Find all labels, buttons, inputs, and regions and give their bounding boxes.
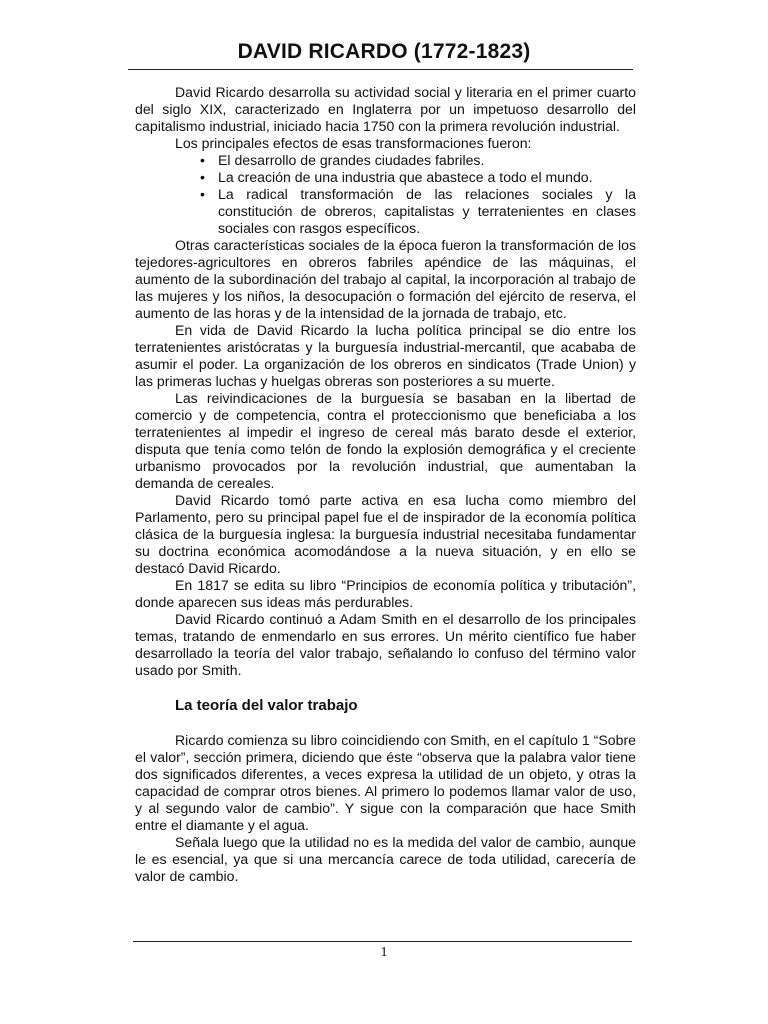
bullet-item: [135, 186, 636, 237]
paragraph: Las reivindicaciones de la burguesía se basaban en la libertad de comercio y de competencia, contra el proteccionismo que beneficiaba a los terratenientes al impedir el ingreso de cereal más barato desde el exterior, disputa que tenía como telón de fondo la explosión demográfica y el creciente urbanismo provocados por la revolución industrial, que aumentaban la demanda de cereales.: [135, 390, 636, 491]
bullet-icon: •: [200, 152, 205, 168]
bullet-text: La radical transformación de las relaciones sociales y la constitución de obreros, capitalistas y terratenientes en clases sociales con rasgos específicos.: [218, 186, 636, 236]
paragraph: En 1817 se edita su libro “Principios de economía política y tributación”, donde aparecen sus ideas más perdurables.: [135, 577, 636, 610]
section-heading: La teoría del valor trabajo: [175, 697, 358, 714]
bullet-item: [135, 169, 636, 186]
paragraph: Los principales efectos de esas transformaciones fueron:: [175, 135, 532, 151]
bullet-text: La creación de una industria que abastece a todo el mundo.: [218, 169, 593, 185]
footer-rule: [133, 941, 632, 942]
bullet-item: [135, 152, 636, 169]
paragraph: Señala luego que la utilidad no es la medida del valor de cambio, aunque le es esencial, ya que si una mercancía carece de toda utilidad, carecería de valor de cambio.: [135, 834, 636, 884]
paragraph: Otras características sociales de la época fueron la transformación de los tejedores-agricultores en obreros fabriles apéndice de las máquinas, el aumento de la subordinación del trabajo al capital, la incorporación al trabajo de las mujeres y los niños, la desocupación o formación del ejército de reserva, el aumento de las horas y de la intensidad de la jornada de trabajo, etc.: [135, 237, 636, 321]
paragraph: David Ricardo tomó parte activa en esa lucha como miembro del Parlamento, pero su principal papel fue el de inspirador de la economía política clásica de la burguesía inglesa: la burguesía industrial necesitaba fundamentar su doctrina económica acomodándose a la nueva situación, y en ello se destacó David Ricardo.: [135, 492, 636, 576]
paragraph: Ricardo comienza su libro coincidiendo con Smith, en el capítulo 1 “Sobre el valor”, sección primera, diciendo que éste “observa que la palabra valor tiene dos significados diferentes, a veces expresa la utilidad de un objeto, y otras la capacidad de comprar otros bienes. Al primero lo podemos llamar valor de uso, y al segundo valor de cambio”. Y sigue con la comparación que hace Smith entre el diamante y el agua.: [135, 732, 636, 833]
paragraph: David Ricardo continuó a Adam Smith en el desarrollo de los principales temas, tratando de enmendarlo en sus errores. Un mérito científico fue haber desarrollado la teoría del valor trabajo, señalando lo confuso del término valor usado por Smith.: [135, 611, 636, 678]
bullet-text: El desarrollo de grandes ciudades fabriles.: [218, 152, 485, 168]
page-number: 1: [380, 945, 388, 960]
bullet-list: [135, 152, 636, 237]
paragraph: En vida de David Ricardo la lucha política principal se dio entre los terratenientes aristócratas y la burguesía industrial-mercantil, que acababa de asumir el poder. La organización de los obreros en sindicatos (Trade Union) y las primeras luchas y huelgas obreras son posteriores a su muerte.: [135, 322, 636, 389]
bullet-icon: •: [200, 169, 205, 185]
title-rule: [128, 69, 633, 70]
paragraph: David Ricardo desarrolla su actividad social y literaria en el primer cuarto del siglo XIX, caracterizado en Inglaterra por un impetuoso desarrollo del capitalismo industrial, iniciado hacia 1750 con la primera revolución industrial.: [135, 84, 636, 134]
bullet-icon: •: [200, 186, 205, 202]
document-body: [135, 84, 636, 885]
page-title: DAVID RICARDO (1772-1823): [237, 40, 531, 63]
